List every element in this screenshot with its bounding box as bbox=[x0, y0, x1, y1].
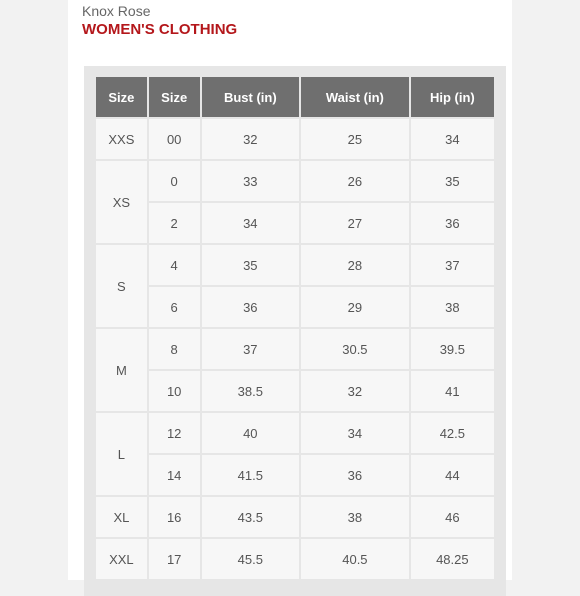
size-number-cell: 14 bbox=[149, 455, 200, 495]
hip-cell: 44 bbox=[411, 455, 494, 495]
size-number-cell: 6 bbox=[149, 287, 200, 327]
table-row bbox=[96, 119, 494, 159]
size-number-cell: 8 bbox=[149, 329, 200, 369]
header-size-number: Size bbox=[149, 77, 200, 117]
bust-cell: 37 bbox=[202, 329, 300, 369]
size-number-cell: 4 bbox=[149, 245, 200, 285]
hip-cell: 41 bbox=[411, 371, 494, 411]
hip-cell: 39.5 bbox=[411, 329, 494, 369]
table-row bbox=[96, 497, 494, 537]
size-chart-body bbox=[96, 119, 494, 579]
hip-cell: 34 bbox=[411, 119, 494, 159]
waist-cell: 26 bbox=[301, 161, 409, 201]
size-number-cell: 2 bbox=[149, 203, 200, 243]
waist-cell: 30.5 bbox=[301, 329, 409, 369]
waist-cell: 32 bbox=[301, 371, 409, 411]
table-row bbox=[96, 455, 494, 495]
table-row bbox=[96, 329, 494, 369]
bust-cell: 36 bbox=[202, 287, 300, 327]
bust-cell: 35 bbox=[202, 245, 300, 285]
waist-cell: 34 bbox=[301, 413, 409, 453]
size-number-cell: 12 bbox=[149, 413, 200, 453]
table-row bbox=[96, 203, 494, 243]
header-waist: Waist (in) bbox=[301, 77, 409, 117]
size-chart-table bbox=[94, 75, 496, 581]
table-row bbox=[96, 539, 494, 579]
header-hip: Hip (in) bbox=[411, 77, 494, 117]
size-number-cell: 0 bbox=[149, 161, 200, 201]
bust-cell: 45.5 bbox=[202, 539, 300, 579]
table-row bbox=[96, 413, 494, 453]
size-number-cell: 00 bbox=[149, 119, 200, 159]
header-row bbox=[96, 77, 494, 117]
brand-name: Knox Rose bbox=[82, 3, 151, 19]
table-row bbox=[96, 161, 494, 201]
hip-cell: 36 bbox=[411, 203, 494, 243]
table-row bbox=[96, 287, 494, 327]
size-number-cell: 16 bbox=[149, 497, 200, 537]
size-letter-cell: XXL bbox=[96, 539, 147, 579]
size-letter-cell: XL bbox=[96, 497, 147, 537]
waist-cell: 36 bbox=[301, 455, 409, 495]
hip-cell: 37 bbox=[411, 245, 494, 285]
size-letter-cell: XS bbox=[96, 161, 147, 243]
hip-cell: 46 bbox=[411, 497, 494, 537]
bust-cell: 43.5 bbox=[202, 497, 300, 537]
waist-cell: 28 bbox=[301, 245, 409, 285]
hip-cell: 48.25 bbox=[411, 539, 494, 579]
size-letter-cell: XXS bbox=[96, 119, 147, 159]
waist-cell: 29 bbox=[301, 287, 409, 327]
waist-cell: 38 bbox=[301, 497, 409, 537]
hip-cell: 42.5 bbox=[411, 413, 494, 453]
header-bust: Bust (in) bbox=[202, 77, 300, 117]
bust-cell: 41.5 bbox=[202, 455, 300, 495]
hip-cell: 38 bbox=[411, 287, 494, 327]
bust-cell: 38.5 bbox=[202, 371, 300, 411]
table-row bbox=[96, 245, 494, 285]
size-number-cell: 10 bbox=[149, 371, 200, 411]
header-size-letter: Size bbox=[96, 77, 147, 117]
bust-cell: 33 bbox=[202, 161, 300, 201]
bust-cell: 40 bbox=[202, 413, 300, 453]
table-row bbox=[96, 371, 494, 411]
size-letter-cell: S bbox=[96, 245, 147, 327]
bust-cell: 34 bbox=[202, 203, 300, 243]
waist-cell: 27 bbox=[301, 203, 409, 243]
bust-cell: 32 bbox=[202, 119, 300, 159]
category-title: WOMEN'S CLOTHING bbox=[82, 21, 238, 38]
size-letter-cell: L bbox=[96, 413, 147, 495]
waist-cell: 40.5 bbox=[301, 539, 409, 579]
size-number-cell: 17 bbox=[149, 539, 200, 579]
hip-cell: 35 bbox=[411, 161, 494, 201]
size-letter-cell: M bbox=[96, 329, 147, 411]
waist-cell: 25 bbox=[301, 119, 409, 159]
